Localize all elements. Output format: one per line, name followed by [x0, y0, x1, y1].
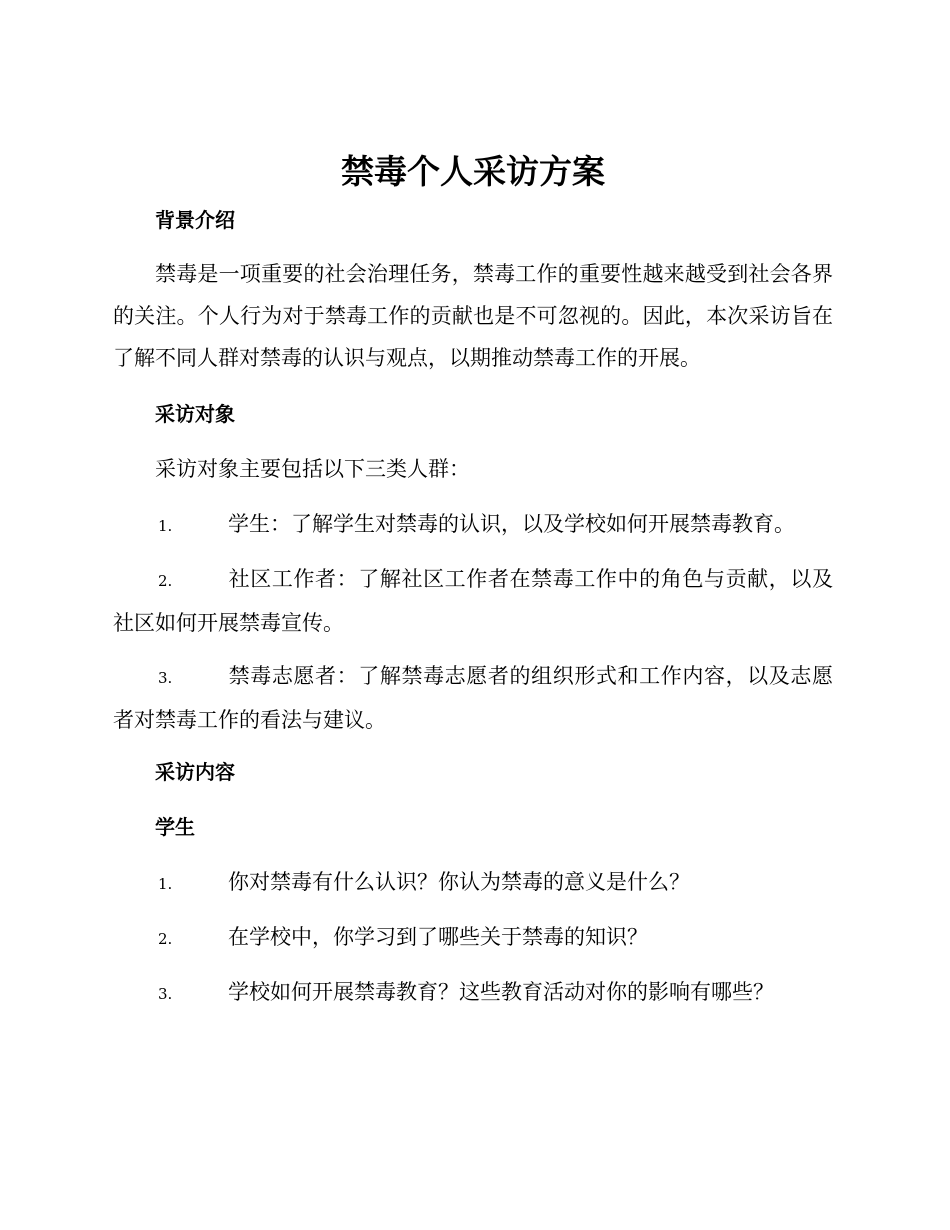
list-number: 3.: [158, 669, 173, 687]
list-item-text: 社区工作者：了解社区工作者在禁毒工作中的角色与贡献，以及社区如何开展禁毒宣传。: [113, 567, 833, 635]
document-title: 禁毒个人采访方案: [341, 152, 605, 191]
section-heading-content: 采访内容: [155, 760, 235, 784]
list-number: 2.: [158, 930, 173, 948]
list-item-text: 禁毒志愿者：了解禁毒志愿者的组织形式和工作内容，以及志愿者对禁毒工作的看法与建议。: [113, 664, 833, 732]
questions-list-item: [113, 861, 833, 905]
list-number: 1.: [158, 875, 173, 893]
list-item-text: 你对禁毒有什么认识？你认为禁毒的意义是什么？: [228, 870, 690, 894]
subjects-list-item: [113, 558, 833, 644]
list-number: 1.: [158, 517, 173, 535]
section-heading-subjects: 采访对象: [155, 402, 235, 426]
list-item-text: 学校如何开展禁毒教育？这些教育活动对你的影响有哪些？: [228, 980, 774, 1004]
list-number: 3.: [158, 985, 173, 1003]
questions-list-item: [113, 916, 833, 960]
list-item-text: 在学校中，你学习到了哪些关于禁毒的知识？: [228, 925, 648, 949]
subjects-list-item: [113, 655, 833, 741]
section-heading-background: 背景介绍: [155, 208, 235, 232]
background-paragraph: 禁毒是一项重要的社会治理任务，禁毒工作的重要性越来越受到社会各界的关注。个人行为对于禁毒工作的贡献也是不可忽视的。因此，本次采访旨在了解不同人群对禁毒的认识与观点，以期推动禁毒工作的开展。: [113, 262, 833, 370]
subjects-intro: 采访对象主要包括以下三类人群：: [155, 457, 470, 481]
questions-list-item: [113, 971, 833, 1015]
document-page: [113, 0, 833, 1230]
list-item-text: 学生：了解学生对禁毒的认识，以及学校如何开展禁毒教育。: [228, 512, 795, 536]
subsection-heading-students: 学生: [155, 815, 195, 839]
list-number: 2.: [158, 572, 173, 590]
subjects-list-item: [113, 503, 833, 547]
